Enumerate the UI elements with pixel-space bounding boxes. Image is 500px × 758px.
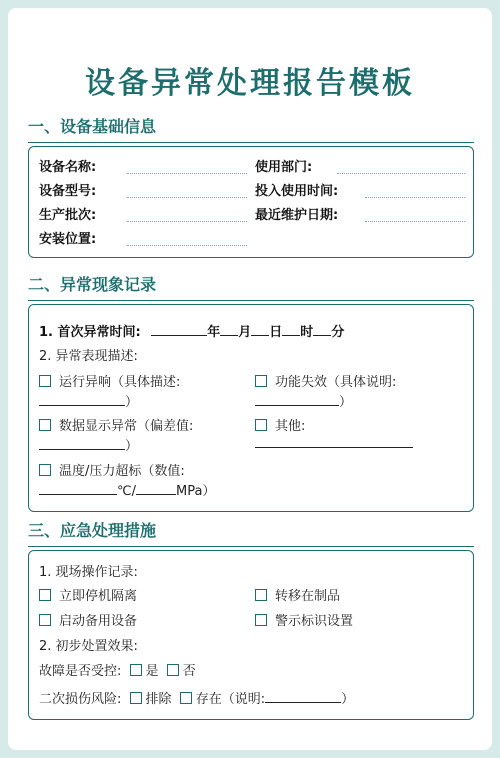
other-label: 其他: (275, 419, 306, 434)
section1-heading: 一、设备基础信息 (28, 114, 474, 143)
transfer-wip-label: 转移在制品 (275, 589, 341, 604)
abnormal-description-label: 2. 异常表现描述: (39, 349, 138, 364)
eliminated-label: 排除 (145, 692, 172, 707)
maintenance-date-label: 最近维护日期: (255, 208, 339, 223)
option-transfer-wip[interactable] (255, 585, 340, 604)
controlled-no-checkbox[interactable] (167, 664, 179, 676)
section3-box (28, 550, 474, 720)
abnormal-noise-blank-row (39, 391, 138, 410)
hour-unit: 时 (300, 325, 314, 340)
section2-heading: 二、异常现象记录 (28, 272, 474, 301)
backup-device-label: 启动备用设备 (59, 614, 138, 629)
data-display-blank-row (39, 435, 138, 454)
first-abnormal-time-label: 1. 首次异常时间: (39, 325, 141, 340)
function-failure-checkbox[interactable] (255, 375, 267, 387)
device-name-field[interactable] (127, 173, 247, 174)
secondary-risk-label: 二次损伤风险: (39, 692, 122, 707)
device-model-label: 设备型号: (39, 184, 97, 199)
mpa-unit: MPa） (175, 484, 216, 499)
minute-blank[interactable] (313, 323, 331, 336)
close-paren: ） (125, 395, 139, 410)
option-function-failure[interactable] (255, 371, 396, 390)
abnormal-noise-blank[interactable] (39, 393, 125, 406)
month-blank[interactable] (220, 323, 238, 336)
function-failure-label: 功能失效（具体说明: (275, 375, 397, 390)
device-model-field[interactable] (127, 197, 247, 198)
secondary-risk-row (39, 688, 354, 707)
risk-eliminated-checkbox[interactable] (130, 692, 142, 704)
option-temp-pressure[interactable] (39, 460, 185, 479)
minute-unit: 分 (331, 325, 345, 340)
controlled-yes-checkbox[interactable] (130, 664, 142, 676)
first-abnormal-time-row (39, 321, 344, 340)
year-blank[interactable] (151, 323, 207, 336)
data-display-blank[interactable] (39, 437, 125, 450)
device-name-label: 设备名称: (39, 160, 97, 175)
batch-label: 生产批次: (39, 208, 97, 223)
other-blank-row (255, 435, 413, 452)
pressure-blank[interactable] (136, 482, 176, 495)
stop-isolate-checkbox[interactable] (39, 589, 51, 601)
year-unit: 年 (207, 325, 221, 340)
section2-box (28, 304, 474, 512)
day-blank[interactable] (251, 323, 269, 336)
other-blank[interactable] (255, 435, 413, 448)
function-failure-blank[interactable] (255, 393, 339, 406)
day-unit: 日 (269, 325, 283, 340)
no-label: 否 (182, 664, 196, 679)
close-paren: ） (341, 692, 355, 707)
warning-sign-label: 警示标识设置 (275, 614, 354, 629)
section1-box (28, 146, 474, 258)
batch-field[interactable] (127, 221, 247, 222)
close-paren: ） (125, 439, 139, 454)
other-checkbox[interactable] (255, 419, 267, 431)
hour-blank[interactable] (282, 323, 300, 336)
location-field[interactable] (127, 245, 247, 246)
temp-pressure-checkbox[interactable] (39, 464, 51, 476)
celsius-unit: ℃/ (117, 484, 136, 499)
page-title: 设备异常处理报告模板 (85, 66, 415, 101)
location-label: 安装位置: (39, 232, 97, 247)
option-stop-isolate[interactable] (39, 585, 137, 604)
abnormal-noise-label: 运行异响（具体描述: (59, 375, 181, 390)
stop-isolate-label: 立即停机隔离 (59, 589, 138, 604)
fault-controlled-label: 故障是否受控: (39, 664, 122, 679)
start-date-field[interactable] (365, 197, 465, 198)
department-field[interactable] (337, 173, 465, 174)
warning-sign-checkbox[interactable] (255, 614, 267, 626)
option-warning-sign[interactable] (255, 610, 353, 629)
transfer-wip-checkbox[interactable] (255, 589, 267, 601)
option-other[interactable] (255, 415, 305, 434)
risk-exists-checkbox[interactable] (180, 692, 192, 704)
department-label: 使用部门: (255, 160, 313, 175)
temperature-blank[interactable] (39, 482, 117, 495)
close-paren: ） (339, 395, 353, 410)
risk-explanation-blank[interactable] (265, 690, 341, 703)
abnormal-noise-checkbox[interactable] (39, 375, 51, 387)
data-display-label: 数据显示异常（偏差值: (59, 419, 194, 434)
fault-controlled-row (39, 660, 196, 679)
maintenance-date-field[interactable] (365, 221, 465, 222)
option-abnormal-noise[interactable] (39, 371, 180, 390)
option-backup-device[interactable] (39, 610, 137, 629)
start-date-label: 投入使用时间: (255, 184, 339, 199)
data-display-checkbox[interactable] (39, 419, 51, 431)
month-unit: 月 (238, 325, 252, 340)
onsite-record-label: 1. 现场操作记录: (39, 565, 138, 580)
section3-heading: 三、应急处理措施 (28, 518, 474, 547)
temp-pressure-blank-row (39, 480, 215, 499)
backup-device-checkbox[interactable] (39, 614, 51, 626)
exists-label: 存在（说明: (195, 692, 266, 707)
option-data-display[interactable] (39, 415, 193, 434)
yes-label: 是 (145, 664, 159, 679)
function-failure-blank-row (255, 391, 352, 410)
initial-effect-label: 2. 初步处置效果: (39, 639, 138, 654)
temp-pressure-label: 温度/压力超标（数值: (59, 464, 185, 479)
report-page (8, 8, 492, 750)
